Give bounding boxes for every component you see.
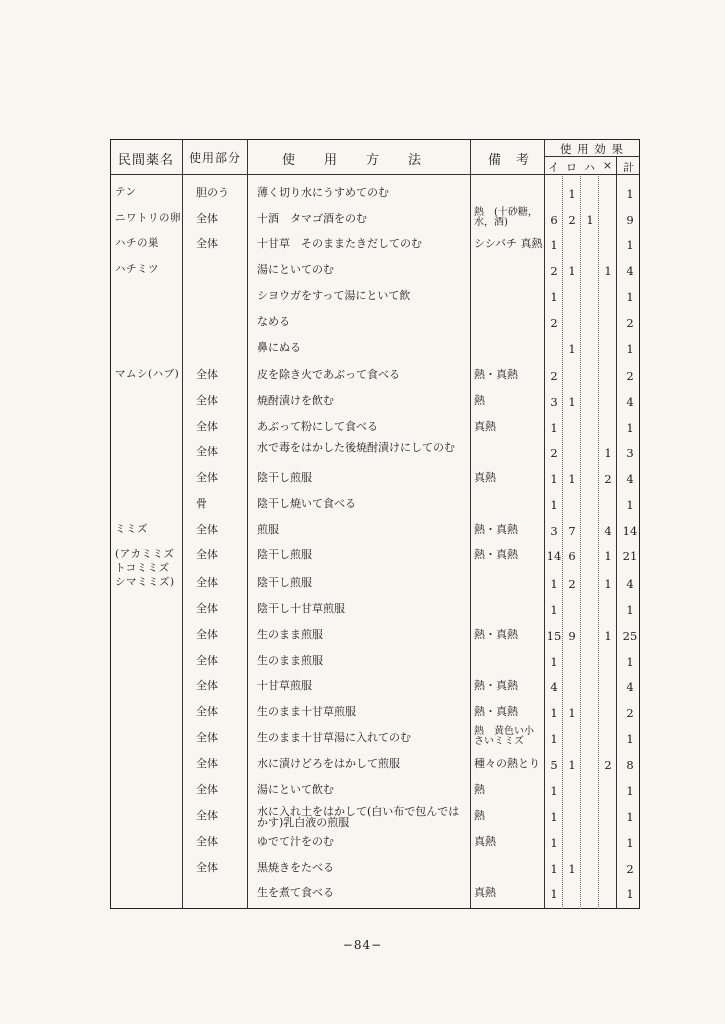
effect-total: 8 — [626, 758, 634, 772]
effect-i: 1 — [550, 498, 558, 512]
header-name: 民間薬名 — [118, 153, 175, 168]
effect-x: 1 — [604, 264, 612, 278]
effect-i: 1 — [550, 603, 558, 617]
effect-i: 5 — [550, 758, 558, 772]
effect-x: 1 — [604, 629, 612, 643]
drug-name: ハチミツ — [115, 263, 159, 275]
effect-total: 21 — [622, 549, 638, 563]
note: 真熱 — [474, 835, 496, 848]
usage-method: 十酒 タマゴ酒をのむ — [257, 212, 367, 225]
effect-total: 4 — [626, 264, 634, 278]
effect-total: 1 — [626, 887, 634, 901]
usage-part: 胆のう — [196, 186, 229, 199]
effect-total: 4 — [626, 395, 634, 409]
note: 熱・真熱 — [474, 548, 518, 561]
usage-part: 全体 — [196, 602, 218, 615]
usage-part: 全体 — [196, 861, 218, 874]
effect-total: 25 — [622, 629, 638, 643]
effect-x: 1 — [604, 446, 612, 460]
effect-ro: 1 — [568, 758, 576, 772]
effect-i: 2 — [550, 369, 558, 383]
usage-method: 生のまま煎服 — [257, 628, 323, 641]
usage-method: 焼酎漬けを飲む — [257, 394, 334, 407]
effect-ha: 1 — [586, 213, 594, 227]
drug-name: シマミミズ) — [115, 576, 175, 588]
col-divider — [247, 139, 248, 909]
note: 熱 — [474, 783, 485, 796]
effect-i: 1 — [550, 784, 558, 798]
usage-part: 全体 — [196, 212, 218, 225]
usage-method: なめる — [257, 315, 290, 328]
usage-part: 全体 — [196, 654, 218, 667]
note: 熱・真熱 — [474, 679, 518, 692]
effect-ro: 2 — [568, 213, 576, 227]
note: 熱 黄色い小さいミミズ — [474, 726, 534, 747]
usage-part: 全体 — [196, 576, 218, 589]
effect-i: 1 — [550, 421, 558, 435]
usage-part: 全体 — [196, 420, 218, 433]
usage-part: 全体 — [196, 368, 218, 381]
usage-method: 生のまま煎服 — [257, 654, 323, 667]
usage-part: 全体 — [196, 445, 218, 458]
effect-ro: 1 — [568, 472, 576, 486]
usage-method: 生のまま十甘草湯に入れてのむ — [257, 731, 411, 744]
effect-divider — [562, 174, 563, 909]
effect-ro: 7 — [568, 524, 576, 538]
effect-ro: 6 — [568, 549, 576, 563]
effect-divider — [616, 156, 617, 909]
effect-x: 1 — [604, 577, 612, 591]
drug-name: マムシ(ハブ) — [115, 368, 180, 380]
effect-x: 4 — [604, 524, 612, 538]
note: 真熱 — [474, 886, 496, 899]
note: 熱・真熱 — [474, 368, 518, 381]
drug-name: ミミズ — [115, 523, 148, 535]
usage-method: ゆでて汁をのむ — [257, 835, 334, 848]
usage-method: 黒焼きをたべる — [257, 861, 334, 874]
usage-part: 全体 — [196, 679, 218, 692]
header-effect-ha: ハ — [584, 161, 596, 174]
effect-i: 2 — [550, 264, 558, 278]
effect-total: 1 — [626, 655, 634, 669]
usage-part: 全体 — [196, 628, 218, 641]
effect-total: 1 — [626, 187, 634, 201]
effect-i: 1 — [550, 472, 558, 486]
usage-method: 湯にといてのむ — [257, 263, 334, 276]
usage-part: 全体 — [196, 783, 218, 796]
effect-total: 1 — [626, 784, 634, 798]
drug-name: ニワトリの卵 — [115, 212, 181, 224]
note: 熱・真熱 — [474, 628, 518, 641]
effect-total: 9 — [626, 213, 634, 227]
effect-total: 2 — [626, 706, 634, 720]
effect-ro: 1 — [568, 187, 576, 201]
usage-part: 全体 — [196, 835, 218, 848]
effect-i: 1 — [550, 810, 558, 824]
effect-i: 3 — [550, 524, 558, 538]
usage-method: 陰干し煎服 — [257, 548, 312, 561]
effect-i: 6 — [550, 213, 558, 227]
effect-i: 1 — [550, 238, 558, 252]
note: 熱・真熱 — [474, 705, 518, 718]
usage-method: 生のまま十甘草煎服 — [257, 705, 356, 718]
note: 種々の熱とり — [474, 757, 540, 770]
usage-method: 薄く切り水にうすめてのむ — [257, 186, 389, 199]
usage-method: 水に漬けどろをはかして煎服 — [257, 757, 400, 770]
usage-method: 鼻にぬる — [257, 341, 301, 354]
header-note: 備 考 — [488, 153, 531, 168]
usage-part: 骨 — [196, 497, 207, 510]
drug-name: (アカミミズ — [115, 548, 175, 560]
col-divider — [182, 139, 183, 909]
usage-part: 全体 — [196, 809, 218, 822]
header-effect-ro: ロ — [566, 161, 578, 174]
effect-total: 1 — [626, 290, 634, 304]
usage-part: 全体 — [196, 471, 218, 484]
note: 熱 — [474, 809, 485, 822]
effect-total: 4 — [626, 680, 634, 694]
effect-i: 2 — [550, 316, 558, 330]
effect-i: 14 — [546, 549, 562, 563]
effect-ro: 1 — [568, 342, 576, 356]
effect-total: 1 — [626, 421, 634, 435]
effect-total: 2 — [626, 369, 634, 383]
header-effect-i: イ — [548, 161, 560, 174]
header-effect-x: × — [602, 159, 614, 172]
effect-i: 1 — [550, 290, 558, 304]
usage-part: 全体 — [196, 705, 218, 718]
usage-method: 十甘草 そのままたきだしてのむ — [257, 237, 422, 250]
effect-i: 15 — [546, 629, 562, 643]
header-part: 使用部分 — [189, 151, 242, 165]
effect-ro: 1 — [568, 395, 576, 409]
effect-total: 1 — [626, 498, 634, 512]
page-number: −84− — [342, 938, 383, 952]
usage-part: 全体 — [196, 731, 218, 744]
effect-ro: 9 — [568, 629, 576, 643]
note: 熱 (十砂糖，水，酒) — [474, 207, 538, 228]
effect-ro: 1 — [568, 264, 576, 278]
effect-i: 1 — [550, 836, 558, 850]
usage-method: 十甘草煎服 — [257, 679, 312, 692]
usage-part: 全体 — [196, 757, 218, 770]
effect-total: 1 — [626, 810, 634, 824]
col-divider — [470, 139, 471, 909]
usage-method: 煎服 — [257, 523, 279, 536]
drug-name: ハチの巣 — [115, 237, 159, 249]
drug-name: テン — [115, 186, 137, 198]
note: シシバチ 真熱 — [474, 237, 543, 250]
col-divider — [544, 139, 545, 909]
effect-total: 3 — [626, 446, 634, 460]
note: 真熱 — [474, 471, 496, 484]
effect-total: 2 — [626, 316, 634, 330]
note: 熱・真熱 — [474, 523, 518, 536]
effect-x: 1 — [604, 549, 612, 563]
effect-total: 1 — [626, 342, 634, 356]
usage-method: 湯にといて飲む — [257, 783, 334, 796]
effect-total: 1 — [626, 732, 634, 746]
effect-total: 1 — [626, 603, 634, 617]
effect-divider — [580, 174, 581, 909]
effect-i: 1 — [550, 862, 558, 876]
usage-method: シヨウガをすって湯にといて飲 — [257, 289, 411, 302]
effect-i: 1 — [550, 655, 558, 669]
effect-ro: 1 — [568, 706, 576, 720]
header-method: 使 用 方 法 — [282, 153, 423, 168]
effect-i: 4 — [550, 680, 558, 694]
effect-i: 1 — [550, 706, 558, 720]
header-effect-total: 計 — [623, 161, 635, 174]
effect-total: 1 — [626, 238, 634, 252]
usage-method: 陰干し十甘草煎服 — [257, 602, 345, 615]
usage-part: 全体 — [196, 523, 218, 536]
effect-i: 3 — [550, 395, 558, 409]
effect-i: 1 — [550, 732, 558, 746]
usage-method: あぶって粉にして食べる — [257, 420, 378, 433]
effect-total: 2 — [626, 862, 634, 876]
usage-method: 生を煮て食べる — [257, 886, 334, 899]
note: 真熱 — [474, 420, 496, 433]
usage-part: 全体 — [196, 394, 218, 407]
effect-ro: 1 — [568, 862, 576, 876]
usage-method: 水で毒をはかした後焼酎漬けにしてのむ — [257, 441, 455, 454]
usage-part: 全体 — [196, 548, 218, 561]
usage-part: 全体 — [196, 237, 218, 250]
effect-total: 4 — [626, 472, 634, 486]
effect-total: 4 — [626, 577, 634, 591]
effect-i: 2 — [550, 446, 558, 460]
effect-divider — [598, 174, 599, 909]
header-effect: 使 用 効 果 — [560, 142, 624, 156]
usage-method: 陰干し煎服 — [257, 576, 312, 589]
effect-ro: 2 — [568, 577, 576, 591]
note: 熱 — [474, 394, 485, 407]
effect-x: 2 — [604, 758, 612, 772]
effect-total: 1 — [626, 836, 634, 850]
usage-method: 皮を除き火であぶって食べる — [257, 368, 400, 381]
drug-name: トコミミズ — [115, 562, 170, 574]
effect-i: 1 — [550, 887, 558, 901]
usage-method: 陰干し煎服 — [257, 471, 312, 484]
effect-i: 1 — [550, 577, 558, 591]
usage-method: 陰干し焼いて食べる — [257, 497, 356, 510]
effect-total: 14 — [622, 524, 638, 538]
usage-method: 水に入れ土をはかして(白い布で包んではかす)乳白液の煎服 — [257, 805, 460, 829]
effect-x: 2 — [604, 472, 612, 486]
